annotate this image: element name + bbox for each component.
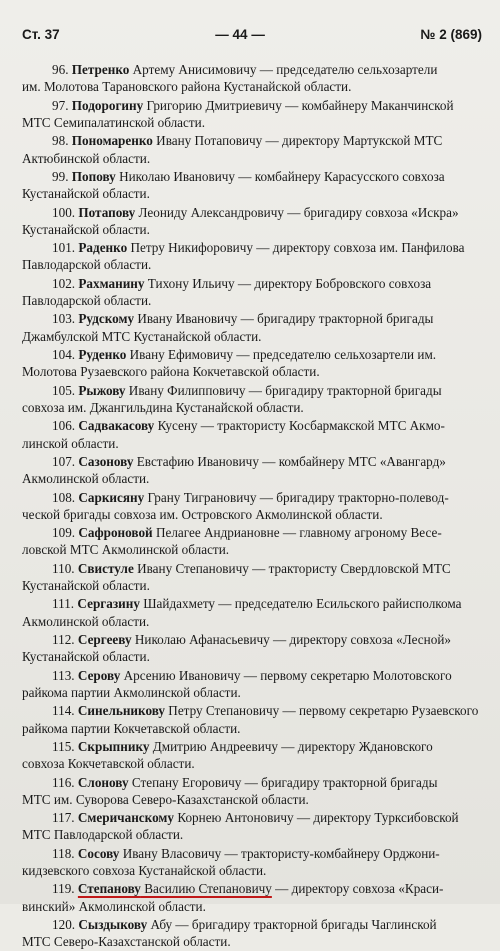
- entry-surname: Сафроновой: [78, 525, 153, 541]
- entry-text-cont: Кустанайской области.: [22, 578, 150, 594]
- list-item: [22, 97, 482, 132]
- entry-text-cont: ческой бригады совхоза им. Островского Акмолинской области.: [22, 506, 383, 522]
- entry-text-cont: Актюбинской области.: [22, 150, 151, 166]
- entry-surname: Сергееву: [77, 632, 132, 647]
- entry-text: Дмитрию Андреевичу — директору Ждановского: [149, 738, 433, 754]
- list-item-highlighted: [22, 880, 482, 915]
- entry-text-cont: кидзевского совхоза Кустанайской области.: [22, 863, 267, 879]
- entry-surname: Смеричанскому: [77, 810, 175, 826]
- entry-text-cont: райкома партии Кокчетавской области.: [22, 720, 241, 736]
- entry-surname: Рыжову: [78, 382, 126, 398]
- entry-text-cont: ловской МТС Акмолинской области.: [22, 542, 230, 558]
- entry-surname: Сергазину: [77, 596, 140, 612]
- entry-number: 108.: [52, 489, 76, 505]
- entry-text: Пелагее Андриановне — главному агроному Весе-: [152, 525, 442, 541]
- entry-text-cont: винский» Акмолинской области.: [22, 898, 206, 914]
- entry-text: Ивану Ефимовичу — председателю сельхозартели им.: [126, 347, 437, 362]
- list-item: [22, 132, 482, 167]
- entry-surname: Пономаренко: [71, 133, 153, 149]
- entry-surname: Раденко: [78, 240, 128, 256]
- page-number: — 44 —: [215, 27, 265, 42]
- list-item: [22, 738, 482, 773]
- list-item: [22, 310, 482, 345]
- entry-underlined-text: Василию Степановичу: [140, 881, 272, 897]
- entry-surname: Свистуле: [77, 560, 134, 576]
- entry-surname: Рахманину: [78, 275, 145, 291]
- entry-text-cont: Джамбулской МТС Кустанайской области.: [22, 328, 262, 344]
- entry-text-cont: Кустанайской области.: [22, 186, 150, 202]
- entry-text-cont: линской области.: [22, 435, 119, 451]
- article-number: Ст. 37: [22, 27, 60, 42]
- entry-text-cont: МТС Павлодарской области.: [22, 827, 184, 843]
- entry-text: Кусену — трактористу Косбармакской МТС Акмо-: [154, 418, 445, 434]
- entry-surname: Потапову: [78, 204, 136, 220]
- entry-surname: Саркисяну: [78, 489, 145, 505]
- entry-surname: Подорогину: [71, 97, 144, 113]
- entry-number: 97.: [52, 97, 69, 113]
- entry-text: Корнею Антоновичу — директору Турксибовской: [174, 810, 459, 826]
- entry-text: Тихону Ильичу — директору Бобровского совхоза: [144, 275, 432, 291]
- entry-number: 119.: [52, 881, 75, 897]
- entry-text: Ивану Власовичу — трактористу-комбайнеру Орджони-: [119, 845, 440, 861]
- entry-text-cont: совхоза Кокчетавской области.: [22, 756, 195, 772]
- entry-surname: Степанову: [77, 881, 141, 897]
- entry-text: Григорию Дмитриевичу — комбайнеру Маканчинской: [143, 97, 454, 113]
- entry-text-cont: Павлодарской области.: [22, 257, 152, 273]
- list-item: [22, 168, 482, 203]
- entry-text-cont: совхоза им. Джангильдина Кустанайской области.: [22, 399, 304, 415]
- page-header: [22, 27, 482, 49]
- entry-surname: Руденко: [78, 347, 127, 362]
- list-item: [22, 845, 482, 880]
- entry-text-cont: Акмолинской области.: [22, 613, 150, 629]
- entry-number: 120.: [52, 917, 76, 932]
- entry-number: 115.: [52, 738, 75, 754]
- entry-text-cont: Павлодарской области.: [22, 293, 152, 309]
- entry-text: Ивану Ивановичу — бригадиру тракторной бригады: [134, 311, 434, 327]
- list-item: [22, 204, 482, 239]
- entry-text-cont: Акмолинской области.: [22, 471, 150, 487]
- list-item: [22, 346, 482, 381]
- list-item: [22, 667, 482, 702]
- entry-text: Петру Степановичу — первому секретарю Рузаевского: [165, 703, 479, 719]
- entry-text: Ивану Потаповичу — директору Мартукской МТС: [152, 133, 443, 149]
- entry-text: Арсению Ивановичу — первому секретарю Молотовского: [120, 667, 452, 683]
- entry-text-cont: Молотова Рузаевского района Кокчетавской области.: [22, 364, 320, 380]
- entry-number: 102.: [52, 275, 76, 291]
- entry-number: 114.: [52, 703, 75, 719]
- entry-surname: Петренко: [71, 62, 130, 77]
- list-item: [22, 809, 482, 844]
- entry-text-cont: Кустанайской области.: [22, 221, 150, 237]
- list-item: [22, 524, 482, 559]
- entry-text: — директору совхоза «Краси-: [271, 881, 444, 897]
- issue-number: № 2 (869): [420, 27, 482, 42]
- entry-number: 113.: [52, 667, 75, 683]
- entry-surname: Серову: [77, 667, 121, 683]
- list-item: [22, 631, 482, 666]
- list-item: [22, 417, 482, 452]
- award-list: [22, 61, 482, 951]
- entry-surname: Рудскому: [78, 311, 135, 327]
- entry-text: Николаю Афанасьевичу — директору совхоза «Лесной»: [131, 632, 451, 647]
- entry-number: 104.: [52, 347, 76, 362]
- entry-text: Абу — бригадиру тракторной бригады Чаглинской: [147, 917, 437, 932]
- red-underline: [78, 881, 272, 896]
- entry-text: Степану Егоровичу — бригадиру тракторной бригады: [128, 774, 438, 790]
- list-item: [22, 774, 482, 809]
- entry-text: Леониду Александровичу — бригадиру совхоза «Искра»: [135, 204, 459, 220]
- entry-number: 112.: [52, 632, 75, 647]
- entry-surname: Слонову: [77, 774, 129, 790]
- list-item: [22, 453, 482, 488]
- list-item: [22, 702, 482, 737]
- entry-number: 106.: [52, 418, 76, 434]
- list-item: [22, 239, 482, 274]
- entry-text: Грану Тиграновичу — бригадиру тракторно-полевод-: [144, 489, 449, 505]
- list-item: [22, 61, 482, 96]
- entry-number: 109.: [52, 525, 76, 541]
- entry-number: 99.: [52, 168, 69, 184]
- entry-text: Николаю Ивановичу — комбайнеру Карасусского совхоза: [115, 168, 445, 184]
- entry-number: 118.: [52, 845, 75, 861]
- entry-number: 116.: [52, 774, 75, 790]
- entry-surname: Сыздыкову: [78, 917, 148, 932]
- entry-surname: Сазонову: [78, 453, 134, 469]
- list-item: [22, 489, 482, 524]
- list-item: [22, 275, 482, 310]
- entry-number: 101.: [52, 240, 76, 256]
- entry-surname: Синельникову: [77, 703, 165, 719]
- entry-text: Петру Никифоровичу — директору совхоза им. Панфилова: [127, 240, 465, 256]
- entry-number: 103.: [52, 311, 76, 327]
- entry-number: 110.: [52, 560, 75, 576]
- list-item: [22, 595, 482, 630]
- entry-text: Евстафию Ивановичу — комбайнеру МТС «Авангард»: [133, 453, 446, 469]
- entry-number: 117.: [52, 810, 75, 826]
- entry-number: 111.: [52, 596, 75, 612]
- entry-text: Ивану Степановичу — трактористу Свердловской МТС: [133, 560, 451, 576]
- entry-text: Ивану Филипповичу — бригадиру тракторной бригады: [125, 382, 442, 398]
- list-item: [22, 916, 482, 951]
- entry-text-cont: им. Молотова Тарановского района Кустанайской области.: [22, 79, 352, 95]
- entry-number: 98.: [52, 133, 69, 149]
- list-item: [22, 560, 482, 595]
- list-item: [22, 382, 482, 417]
- entry-surname: Скрыпнику: [77, 738, 150, 754]
- entry-number: 100.: [52, 204, 76, 220]
- entry-text: Артему Анисимовичу — председателю сельхозартели: [129, 62, 438, 77]
- entry-number: 96.: [52, 62, 69, 77]
- entry-text-cont: МТС Северо-Казахстанской области.: [22, 934, 231, 950]
- entry-surname: Садвакасову: [78, 418, 155, 434]
- entry-surname: Попову: [71, 168, 116, 184]
- entry-text-cont: райкома партии Акмолинской области.: [22, 684, 241, 700]
- entry-number: 105.: [52, 382, 76, 398]
- entry-text: Шайдахмету — председателю Есильского райисполкома: [139, 596, 462, 612]
- entry-surname: Сосову: [77, 845, 120, 861]
- entry-text-cont: МТС им. Суворова Северо-Казахстанской области.: [22, 791, 309, 807]
- entry-text-cont: МТС Семипалатинской области.: [22, 114, 206, 130]
- entry-text-cont: Кустанайской области.: [22, 649, 150, 665]
- entry-number: 107.: [52, 453, 76, 469]
